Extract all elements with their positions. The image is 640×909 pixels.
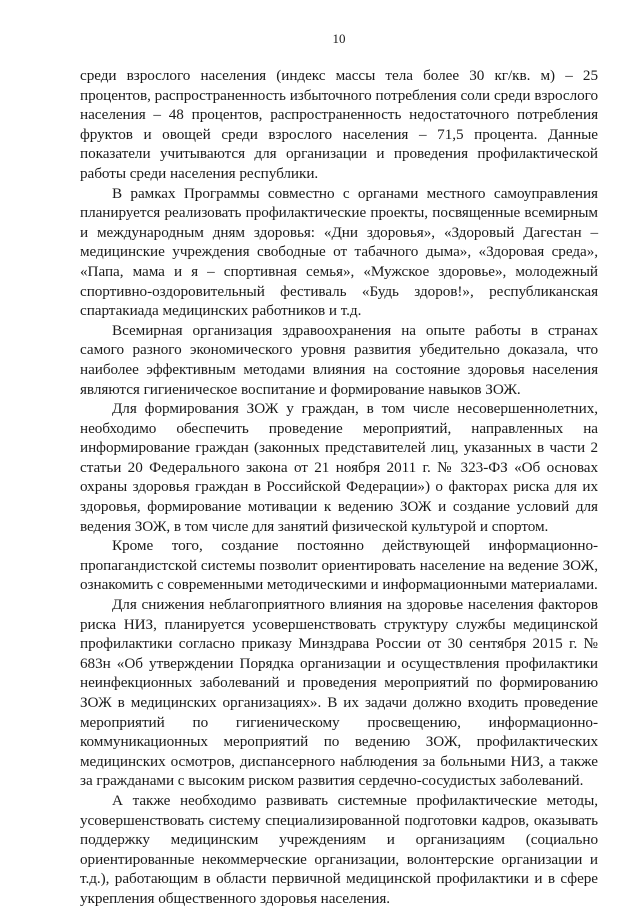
paragraph-7: А также необходимо развивать системные профилактические методы, усовершенствовать систему специализированной подготовки кадров, оказывать поддержку медицинским учреждениям и организациям (социально ориентированные некоммерческие организации, волонтерские организации и т.д.), работающим в области первичной медицинской профилактики и в сфере укрепления общественного здоровья населения. <box>80 791 598 907</box>
paragraph-6: Для снижения неблагоприятного влияния на здоровье населения факторов риска НИЗ, планируется усовершенствовать структуру службы медицинской профилактики согласно приказу Минздрава России от 30 сентября 2015 г. № 683н «Об утверждении Порядка организации и осуществления профилактики неинфекционных заболеваний и проведения мероприятий по формированию ЗОЖ в медицинских организациях». В их задачи должно входить проведение мероприятий по гигиеническому просвещению, информационно-коммуникационных мероприятий по ведению ЗОЖ, профилактических медицинских осмотров, диспансерного наблюдения за больными НИЗ, а также за гражданами с высоким риском развития сердечно-сосудистых заболеваний. <box>80 596 598 790</box>
paragraph-5: Кроме того, создание постоянно действующей информационно-пропагандистской системы позволит ориентировать население на ведение ЗОЖ, ознакомить с современными методическими и информационными материалами. <box>80 537 598 594</box>
paragraph-4: Для формирования ЗОЖ у граждан, в том числе несовершеннолетних, необходимо обеспечить проведение мероприятий, направленных на информирование граждан (законных представителей лиц, указанных в части 2 статьи 20 Федерального закона от 21 ноября 2011 г. № 323-ФЗ «Об основах охраны здоровья граждан в Российской Федерации») о факторах риска для их здоровья, формирование мотивации к ведению ЗОЖ и создание условий для ведения ЗОЖ, в том числе для занятий физической культурой и спортом. <box>80 400 598 535</box>
paragraph-3: Всемирная организация здравоохранения на опыте работы в странах самого разного экономического уровня развития убедительно доказала, что наиболее эффективным методами влияния на состояние здоровья населения являются гигиеническое воспитание и формирование навыков ЗОЖ. <box>80 321 598 398</box>
paragraph-1: среди взрослого населения (индекс массы тела более 30 кг/кв. м) – 25 процентов, распространенность избыточного потребления соли среди взрослого населения – 48 процентов, распространенность недостаточного потребления фруктов и овощей среди взрослого населения – 71,5 процента. Данные показатели учитываются для организации и проведения профилактической работы среди населения республики. <box>80 67 598 182</box>
paragraph-2: В рамках Программы совместно с органами местного самоуправления планируется реализовать профилактические проекты, посвященные всемирным и международным дням здоровья: «Дни здоровья», «Здоровый Дагестан – медицинские учреждения свободные от табачного дыма», «Здоровая среда», «Папа, мама и я – спортивная семья», «Мужское здоровье», молодежный спортивно-оздоровительный фестиваль «Будь здоров!», республиканская спартакиада медицинских работников и т.д. <box>80 184 598 320</box>
page-number: 10 <box>332 31 346 46</box>
